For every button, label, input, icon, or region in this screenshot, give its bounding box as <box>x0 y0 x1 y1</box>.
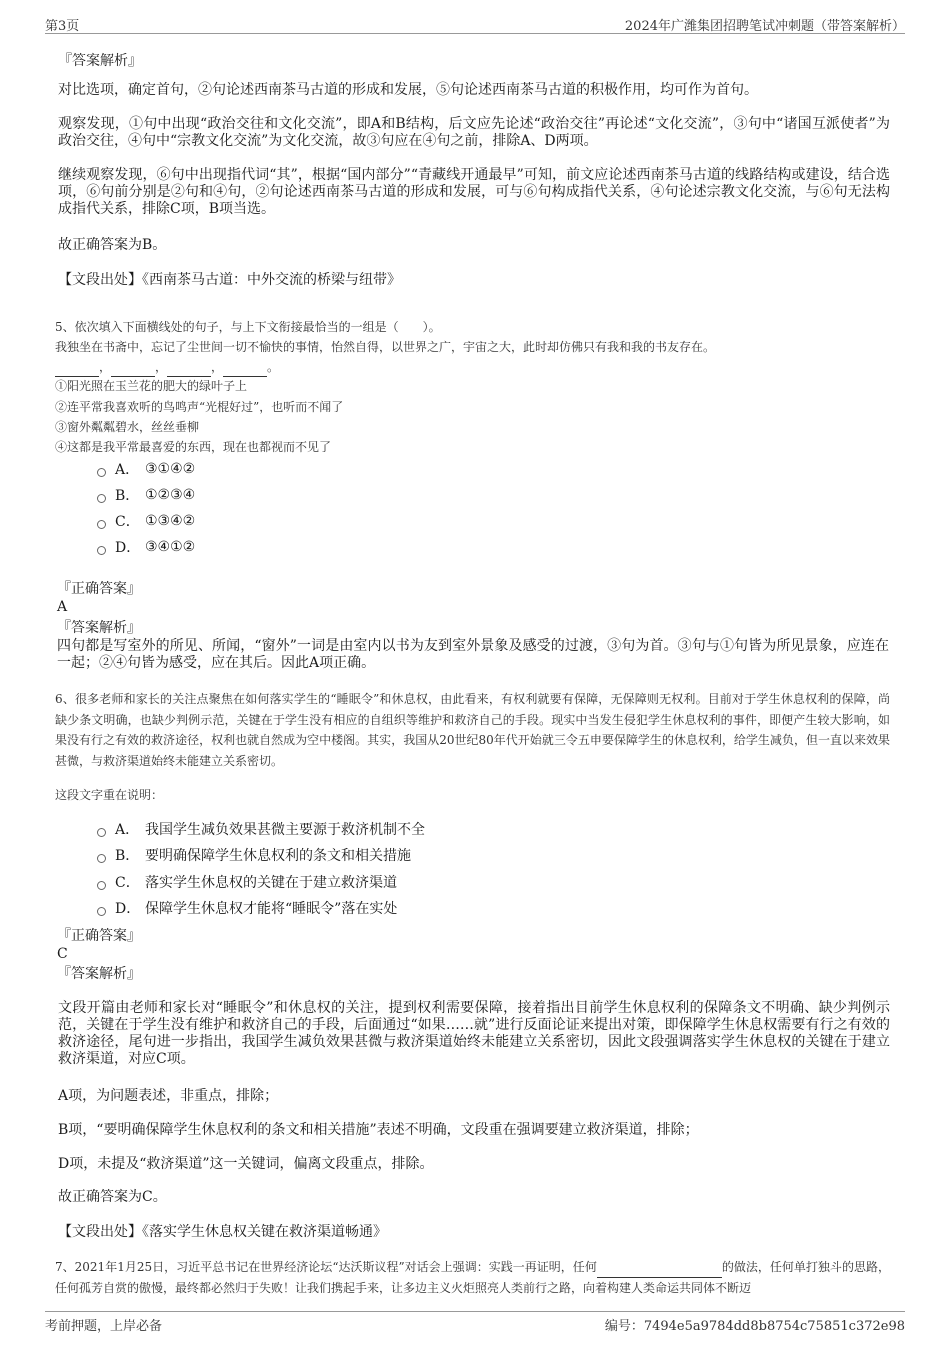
q5-item-1: ①阳光照在玉兰花的肥大的绿叶子上 <box>55 379 248 393</box>
footer-code: 编号：7494e5a9784dd8b8754c75851c372e98 <box>604 1319 905 1334</box>
q6-analysis-p1: 文段开篇由老师和家长对“睡眠令”和休息权的关注，提到权利需要保障，接着指出目前学生休息权利的保障条文不明确、缺少判例示范，关键在于学生没有维护和救济自己的手段，后面通过“如果……就”进行反面论证来提出对策，即保障学生休息权需要有行之有效的救济途径，尾句进一步指出，我国学生减负效果甚微与救济渠道始终未能建立关系密切，因此文段强调落实学生休息权的关键在于建立救济渠道，对应C项。 <box>58 1000 890 1067</box>
q5-answer: A <box>57 599 68 615</box>
radio-icon[interactable] <box>97 881 106 890</box>
q5-option-a[interactable]: A． ③①④② <box>97 459 195 479</box>
q6-analysis-p2: A项，为问题表述，非重点，排除； <box>58 1088 279 1104</box>
radio-icon[interactable] <box>97 828 106 837</box>
q6-answer: C <box>57 946 68 962</box>
radio-icon[interactable] <box>97 907 106 916</box>
q6-option-d[interactable]: D． 保障学生休息权才能将“睡眠令”落在实处 <box>97 898 397 918</box>
radio-icon[interactable] <box>97 468 106 477</box>
q6-source: 【文段出处】《落实学生休息权关键在救济渠道畅通》 <box>58 1224 387 1240</box>
q4-analysis-p1: 对比选项，确定首句，②句论述西南茶马古道的形成和发展，⑤句论述西南茶马古道的积极作用，均可作为首句。 <box>58 82 758 98</box>
q5-context: 我独坐在书斋中，忘记了尘世间一切不愉快的事情，怡然自得，以世界之广，宇宙之大，此时却仿佛只有我和我的书友存在。 <box>55 340 716 354</box>
q5-option-b[interactable]: B． ①②③④ <box>97 485 195 505</box>
q6-option-a[interactable]: A． 我国学生减负效果甚微主要源于救济机制不全 <box>97 819 425 839</box>
blank-line <box>55 363 99 377</box>
q5-item-2: ②连平常我喜欢听的鸟鸣声“光棍好过”，也听而不闻了 <box>55 400 344 414</box>
q4-analysis-p2: 观察发现，①句中出现“政治交往和文化交流”，即A和B结构，后文应先论述“政治交往”再论述“文化交流”，③句中“诸国互派使者”为政治交往，④句中“宗教文化交流”为文化交流，故③句应在④句之前，排除A、D两项。 <box>58 116 890 149</box>
q6-question: 这段文字重在说明： <box>55 788 164 802</box>
q7-stem: 7、2021年1月25日，习近平总书记在世界经济论坛“达沃斯议程”对话会上强调：实践一再证明，任何 的做法，任何单打独斗的思路，任何孤芳自赏的傲慢，最终都必然归于失败！让我们携起手来，让多边主义火炬照亮人类前行之路，向着构建人类命运共同体不断迈 <box>55 1260 890 1295</box>
q5-option-c[interactable]: C． ①③④② <box>97 511 195 531</box>
q6-answer-title: 『正确答案』 <box>57 928 141 944</box>
q6-stem: 6、很多老师和家长的关注点聚焦在如何落实学生的“睡眠令”和休息权，由此看来，有权利就要有保障，无保障则无权利。目前对于学生休息权利的保障，尚缺少条文明确，也缺少判例示范，关键在于学生没有相应的自组织等维护和救济自己的手段。现实中当发生侵犯学生休息权利的事件，即便产生较大影响，如果没有行之有效的救济途径，权利也就自然成为空中楼阁。其实，我国从20世纪80年代开始就三令五申要保障学生的休息权利，给学生减负，但一直以来效果甚微，与救济渠道始终未能建立关系密切。 <box>55 692 890 768</box>
q6-option-c[interactable]: C． 落实学生休息权的关键在于建立救济渠道 <box>97 872 397 892</box>
q6-analysis-p4: D项，未提及“救济渠道”这一关键词，偏离文段重点，排除。 <box>58 1156 434 1172</box>
radio-icon[interactable] <box>97 494 106 503</box>
radio-icon[interactable] <box>97 520 106 529</box>
q6-analysis-title: 『答案解析』 <box>57 966 141 982</box>
radio-icon[interactable] <box>97 546 106 555</box>
q5-analysis: 四句都是写室外的所见、所闻，“窗外”一词是由室内以书为友到室外景象及感受的过渡，③句为首。③句与①句皆为所见景象，应连在一起；②④句皆为感受，应在其后。因此A项正确。 <box>57 638 889 671</box>
q6-analysis-p5: 故正确答案为C。 <box>58 1189 167 1205</box>
blank-line <box>223 363 267 377</box>
q6-option-b[interactable]: B． 要明确保障学生休息权利的条文和相关措施 <box>97 845 411 865</box>
q4-analysis-p3: 继续观察发现，⑥句中出现指代词“其”，根据“国内部分”“青藏线开通最早”可知，前文应论述西南茶马古道的线路结构或建设，结合选项，⑥句前分别是②句和④句，②句论述西南茶马古道的形成和发展，可与⑥句构成指代关系，④句论述宗教文化交流，与⑥句无法构成指代关系，排除C项，B项当选。 <box>58 167 890 217</box>
q6-analysis-p3: B项，“要明确保障学生休息权利的条文和相关措施”表述不明确，文段重在强调要建立救济渠道，排除； <box>58 1122 699 1138</box>
radio-icon[interactable] <box>97 854 106 863</box>
q5-answer-title: 『正确答案』 <box>57 581 141 597</box>
footer-slogan: 考前押题，上岸必备 <box>45 1319 163 1334</box>
blank-line <box>167 363 211 377</box>
q4-analysis-p4: 故正确答案为B。 <box>58 237 167 253</box>
page-number: 第3页 <box>45 19 80 34</box>
blank-line <box>111 363 155 377</box>
blank-line <box>597 1264 722 1278</box>
q4-source: 【文段出处】《西南茶马古道：中外交流的桥梁与纽带》 <box>58 272 401 288</box>
q5-blanks: ， ， ， 。 <box>55 357 279 377</box>
header-divider <box>45 33 905 34</box>
q5-item-3: ③窗外粼粼碧水，丝丝垂柳 <box>55 420 200 434</box>
document-title: 2024年广潍集团招聘笔试冲刺题（带答案解析） <box>624 19 905 34</box>
q5-item-4: ④这都是我平常最喜爱的东西，现在也都视而不见了 <box>55 440 332 454</box>
q5-option-d[interactable]: D． ③④①② <box>97 537 195 557</box>
footer-divider <box>45 1311 905 1312</box>
q5-analysis-title: 『答案解析』 <box>57 620 141 636</box>
q5-stem: 5、依次填入下面横线处的句子，与上下文衔接最恰当的一组是（ ）。 <box>55 320 441 334</box>
q4-analysis-title: 『答案解析』 <box>58 53 142 69</box>
